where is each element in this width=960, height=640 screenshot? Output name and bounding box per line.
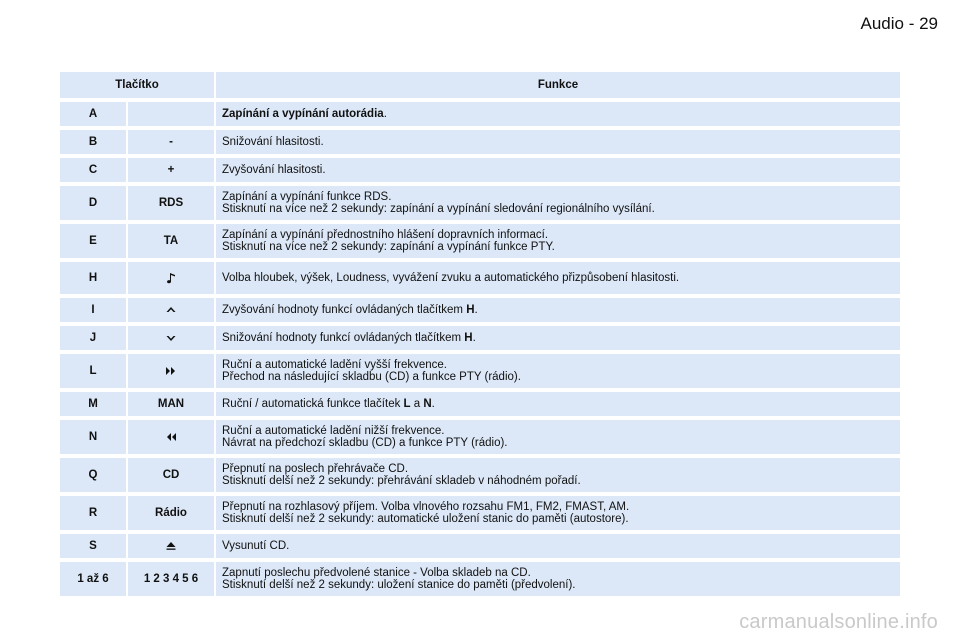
row-symbol: CD [128, 458, 214, 492]
table-row [60, 392, 900, 416]
row-description: Volba hloubek, výšek, Loudness, vyvážení zvuku a automatického přizpůsobení hlasitosti. [216, 262, 900, 294]
row-symbol: MAN [128, 392, 214, 416]
row-key: N [60, 420, 126, 454]
fast-forward-icon [165, 366, 177, 376]
row-description: Zapínání a vypínání přednostního hlášení dopravních informací. Stisknutí na více než 2 sekundy: zapínání a vypínání funkce PTY. [216, 224, 900, 258]
row-description: Zvyšování hodnoty funkcí ovládaných tlačítkem H. [216, 298, 900, 322]
row-key: B [60, 130, 126, 154]
table-row [60, 496, 900, 530]
page-header: Audio - 29 [860, 14, 938, 33]
row-description: Snižování hlasitosti. [216, 130, 900, 154]
row-key: I [60, 298, 126, 322]
row-symbol [128, 298, 214, 322]
table-row [60, 130, 900, 154]
table-row [60, 534, 900, 558]
rewind-icon [165, 432, 177, 442]
row-description: Ruční a automatické ladění vyšší frekvence. Přechod na následující skladbu (CD) a funkce PTY (rádio). [216, 354, 900, 388]
row-description: Zapínání a vypínání autorádia. [216, 102, 900, 126]
row-symbol [128, 420, 214, 454]
watermark: carmanualsonline.info [739, 611, 938, 633]
row-key: E [60, 224, 126, 258]
table-row [60, 102, 900, 126]
row-symbol: + [128, 158, 214, 182]
row-symbol: RDS [128, 186, 214, 220]
table-row [60, 298, 900, 322]
row-symbol [128, 534, 214, 558]
table-row [60, 262, 900, 294]
row-symbol: - [128, 130, 214, 154]
row-key: R [60, 496, 126, 530]
row-key: J [60, 326, 126, 350]
row-key: S [60, 534, 126, 558]
row-key: D [60, 186, 126, 220]
button-function-table [58, 68, 902, 600]
row-symbol [128, 354, 214, 388]
row-symbol: 1 2 3 4 5 6 [128, 562, 214, 596]
table-row [60, 158, 900, 182]
row-symbol: TA [128, 224, 214, 258]
row-description: Přepnutí na poslech přehrávače CD. Stisknutí delší než 2 sekundy: přehrávání skladeb v náhodném pořadí. [216, 458, 900, 492]
row-description: Zapnutí poslechu předvolené stanice - Volba skladeb na CD. Stisknutí delší než 2 sekundy: uložení stanice do paměti (předvolení). [216, 562, 900, 596]
table-row [60, 562, 900, 596]
column-header-function: Funkce [216, 72, 900, 98]
row-description: Zvyšování hlasitosti. [216, 158, 900, 182]
row-description: Zapínání a vypínání funkce RDS. Stisknutí na více než 2 sekundy: zapínání a vypínání sledování regionálního vysílání. [216, 186, 900, 220]
table-row [60, 458, 900, 492]
table-row [60, 420, 900, 454]
table-row [60, 354, 900, 388]
row-description: Ruční / automatická funkce tlačítek L a N. [216, 392, 900, 416]
row-key: C [60, 158, 126, 182]
table-row [60, 186, 900, 220]
row-key: H [60, 262, 126, 294]
music-note-icon [166, 272, 176, 284]
row-key: A [60, 102, 126, 126]
column-header-button: Tlačítko [60, 72, 214, 98]
eject-icon [165, 541, 177, 551]
row-key: 1 až 6 [60, 562, 126, 596]
row-symbol: Rádio [128, 496, 214, 530]
row-key: L [60, 354, 126, 388]
row-key: M [60, 392, 126, 416]
row-symbol [128, 102, 214, 126]
row-description: Ruční a automatické ladění nižší frekvence. Návrat na předchozí skladbu (CD) a funkce PTY (rádio). [216, 420, 900, 454]
arrow-down-icon [166, 334, 176, 342]
row-description: Přepnutí na rozhlasový příjem. Volba vlnového rozsahu FM1, FM2, FMAST, AM. Stisknutí delší než 2 sekundy: automatické uložení stanic do paměti (autostore). [216, 496, 900, 530]
row-description: Snižování hodnoty funkcí ovládaných tlačítkem H. [216, 326, 900, 350]
arrow-up-icon [166, 306, 176, 314]
table-row [60, 326, 900, 350]
table-header-row [60, 72, 900, 98]
table-row [60, 224, 900, 258]
row-symbol [128, 262, 214, 294]
row-symbol [128, 326, 214, 350]
row-key: Q [60, 458, 126, 492]
row-description: Vysunutí CD. [216, 534, 900, 558]
